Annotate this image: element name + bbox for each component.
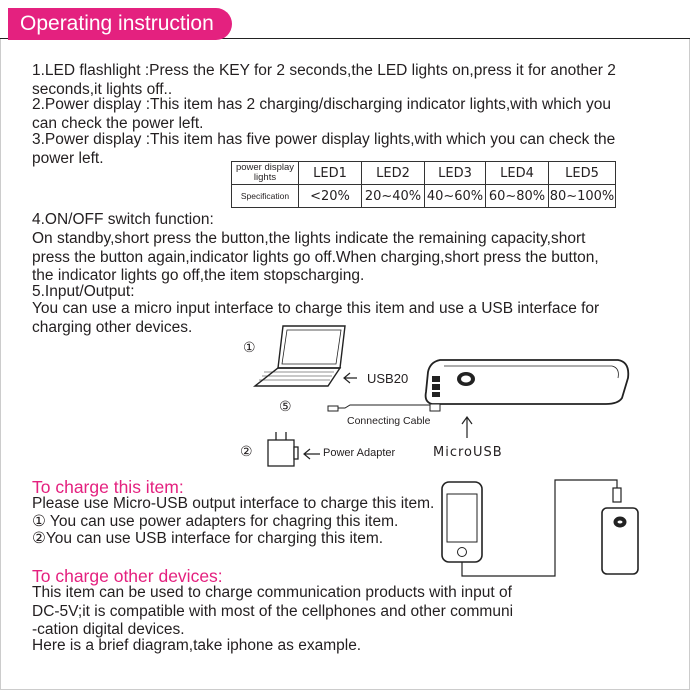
led-spec-5: 80~100% xyxy=(549,185,616,208)
intro-led-flashlight: 1.LED flashlight :Press the KEY for 2 seconds,the LED lights on,press it for another 2 seconds,it lights off.. xyxy=(32,62,616,98)
led-spec-2: 20~40% xyxy=(362,185,425,208)
charge-other-example: Here is a brief diagram,take iphone as example. xyxy=(32,637,362,654)
label-usb20: USB20 xyxy=(367,371,409,386)
io-body: You can use a micro input interface to charge this item and use a USB interface for charging other devices. xyxy=(32,300,600,336)
power-bank-icon xyxy=(426,360,629,404)
led-col-3: LED3 xyxy=(425,162,486,185)
label-num-1: ① xyxy=(243,339,256,355)
led-col-1: LED1 xyxy=(299,162,362,185)
label-power-adapter: Power Adapter xyxy=(323,447,396,459)
io-heading: 5.Input/Output: xyxy=(32,283,135,300)
led-col-2: LED2 xyxy=(362,162,425,185)
led-col-4: LED4 xyxy=(486,162,549,185)
label-num-5: ⑤ xyxy=(279,398,292,414)
intro-power-display-5: 3.Power display :This item has five power display lights,with which you can check the power left. xyxy=(32,131,616,167)
charge-other-heading: To charge other devices: xyxy=(32,566,223,586)
cable-icon xyxy=(328,404,440,411)
charge-item-heading: To charge this item: xyxy=(32,477,184,497)
label-connecting-cable: Connecting Cable xyxy=(347,415,431,427)
led-spec-1: <20% xyxy=(299,185,362,208)
charge-item-line-3: ②You can use USB interface for charging this item. xyxy=(32,530,384,547)
charge-item-line-1: Please use Micro-USB output interface to charge this item. xyxy=(32,495,435,512)
led-col-5: LED5 xyxy=(549,162,616,185)
page-title: Operating instruction xyxy=(8,8,232,40)
power-adapter-icon xyxy=(268,432,298,466)
phone-cable-icon xyxy=(462,480,621,576)
led-spec-4: 60~80% xyxy=(486,185,549,208)
small-power-bank-icon xyxy=(602,508,638,574)
onoff-body: On standby,short press the button,the lights indicate the remaining capacity,short press the button again,indicator lights go off.When charging,short press the button, the indicator lights go off,the item stopscharging. xyxy=(32,230,599,284)
intro-power-display-2: 2.Power display :This item has 2 charging/discharging indicator lights,with which you can check the power left. xyxy=(32,96,611,132)
laptop-icon xyxy=(255,326,345,386)
charge-other-body: This item can be used to charge communication products with input of DC-5V;it is compatible with most of the cellphones and other communi -cation digital devices. xyxy=(32,584,514,638)
label-micro-usb: MicroUSB xyxy=(433,445,503,460)
led-spec-3: 40~60% xyxy=(425,185,486,208)
led-header-label: power display lights xyxy=(232,162,299,185)
label-num-2: ② xyxy=(240,443,253,459)
charge-item-line-2: ① You can use power adapters for chagring this item. xyxy=(32,513,399,530)
led-spec-label: Specification xyxy=(232,185,299,208)
onoff-heading: 4.ON/OFF switch function: xyxy=(32,211,214,228)
